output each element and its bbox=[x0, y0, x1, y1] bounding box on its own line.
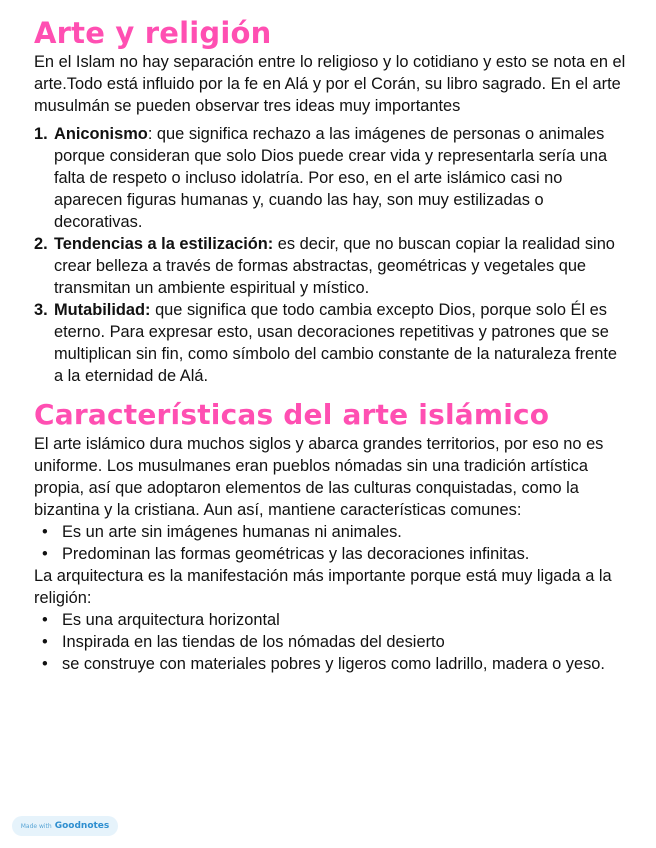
item-number: 3. bbox=[34, 301, 48, 319]
bullet-icon: • bbox=[42, 545, 48, 563]
bullet-text: Es un arte sin imágenes humanas ni animales. bbox=[62, 523, 402, 541]
characteristics-paragraph: El arte islámico dura muchos siglos y abarca grandes territorios, por eso no es uniforme. Los musulmanes eran pueblos nómadas sin una tradición artística propia, así que adoptaron elementos de las culturas conquistadas, como la bizantina y la cristiana. Aun así, mantiene características comunes: bbox=[34, 435, 604, 519]
item-text: es decir, que no buscan copiar la realidad sino crear belleza a través de formas abstractas, geométricas y vegetales que transmitan un ambiente espiritual y místico. bbox=[54, 235, 615, 297]
list-item bbox=[34, 233, 630, 299]
badge-prefix: Made with bbox=[20, 823, 52, 830]
bullet-text: se construye con materiales pobres y ligeros como ladrillo, madera o yeso. bbox=[62, 655, 605, 673]
item-number: 2. bbox=[34, 235, 48, 253]
bullet-item bbox=[34, 521, 630, 543]
characteristics-list bbox=[34, 521, 630, 565]
bullet-text: Es una arquitectura horizontal bbox=[62, 611, 280, 629]
bullet-item bbox=[34, 653, 630, 675]
bullet-item bbox=[34, 631, 630, 653]
section-title-caracteristicas: Características del arte islámico bbox=[34, 398, 550, 431]
item-text: que significa que todo cambia excepto Dios, porque solo Él es eterno. Para expresar esto, usan decoraciones repetitivas y patrones que se multiplican sin fin, como símbolo del cambio constante de la naturaleza frente a la eternidad de Alá. bbox=[54, 301, 618, 385]
ideas-list bbox=[34, 123, 630, 387]
architecture-list bbox=[34, 609, 630, 675]
item-number: 1. bbox=[34, 125, 48, 143]
section-title-arte-religion: Arte y religión bbox=[34, 16, 272, 50]
bullet-item bbox=[34, 543, 630, 565]
bullet-icon: • bbox=[42, 523, 48, 541]
badge-brand: Goodnotes bbox=[54, 821, 110, 831]
document-page bbox=[34, 14, 630, 675]
item-text: : que significa rechazo a las imágenes de personas o animales porque consideran que solo Dios puede crear vida y representarla sería una falta de respeto o incluso idolatría. Por eso, en el arte islámico casi no aparecen figuras humanas y, cuando las hay, son muy estilizadas o decorativas. bbox=[54, 125, 608, 231]
item-term: Aniconismo bbox=[54, 125, 148, 143]
bullet-icon: • bbox=[42, 655, 48, 673]
bullet-text: Predominan las formas geométricas y las decoraciones infinitas. bbox=[62, 545, 530, 563]
bullet-icon: • bbox=[42, 633, 48, 651]
list-item bbox=[34, 299, 630, 387]
bullet-icon: • bbox=[42, 611, 48, 629]
bullet-text: Inspirada en las tiendas de los nómadas del desierto bbox=[62, 633, 445, 651]
intro-paragraph: En el Islam no hay separación entre lo religioso y lo cotidiano y esto se nota en el arte.Todo está influido por la fe en Alá y por el Corán, su libro sagrado. En el arte musulmán se pueden observar tres ideas muy importantes bbox=[34, 53, 626, 115]
architecture-paragraph: La arquitectura es la manifestación más importante porque está muy ligada a la religión: bbox=[34, 567, 612, 607]
item-term: Mutabilidad: bbox=[54, 301, 151, 319]
list-item bbox=[34, 123, 630, 233]
goodnotes-badge bbox=[12, 816, 118, 836]
item-term: Tendencias a la estilización: bbox=[54, 235, 274, 253]
bullet-item bbox=[34, 609, 630, 631]
